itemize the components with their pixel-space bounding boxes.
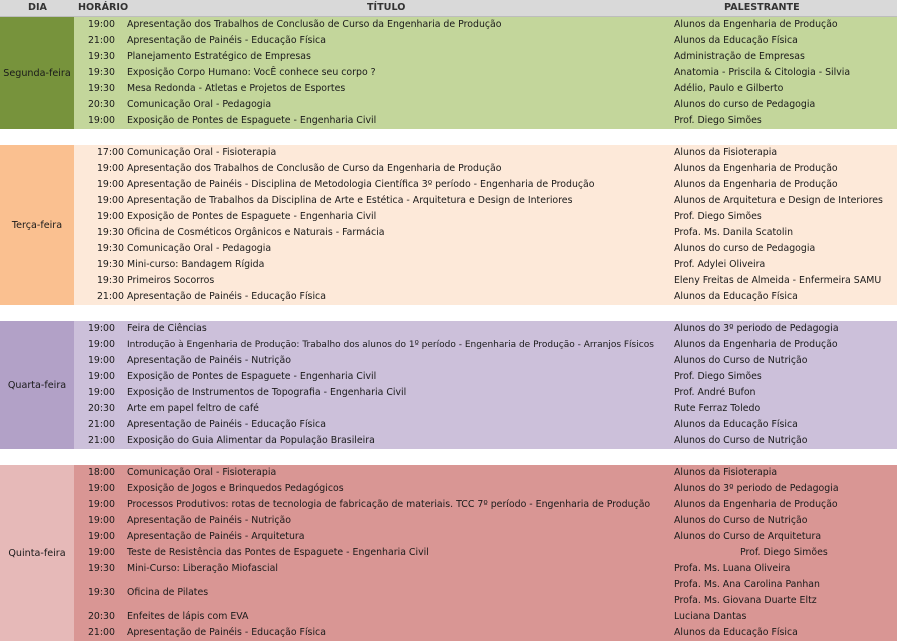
time-cell: 19:30 (96, 227, 124, 238)
title-cell: Teste de Resistência das Pontes de Espaguete - Engenharia Civil (127, 547, 429, 558)
speaker-cell: Alunos da Educação Física (674, 419, 798, 430)
speaker-cell: Alunos da Engenharia de Produção (674, 499, 838, 510)
time-cell: 21:00 (87, 627, 115, 638)
header-dia: DIA (28, 2, 47, 13)
day-rows (74, 145, 897, 305)
speaker-cell (674, 577, 820, 609)
title-cell: Apresentação de Painéis - Disciplina de Metodologia Científica 3º período - Engenharia de Produção (127, 179, 595, 190)
speaker-cell: Alunos do 3º periodo de Pedagogia (674, 323, 839, 334)
time-cell: 19:30 (87, 587, 115, 598)
table-row (74, 433, 897, 449)
day-block-wednesday (0, 321, 897, 449)
time-cell: 19:00 (87, 547, 115, 558)
speaker-cell: Adélio, Paulo e Gilberto (674, 83, 784, 94)
title-cell: Apresentação dos Trabalhos de Conclusão de Curso da Engenharia de Produção (127, 163, 502, 174)
header-horario: HORÁRIO (78, 2, 129, 13)
table-row (74, 417, 897, 433)
title-cell: Apresentação de Painéis - Arquitetura (127, 531, 305, 542)
table-row (74, 625, 897, 641)
time-cell: 19:30 (87, 51, 115, 62)
title-cell: Processos Produtivos: rotas de tecnologia de fabricação de materiais. TCC 7º período - Engenharia de Produção (127, 499, 651, 510)
speaker-cell: Alunos do curso de Pedagogia (674, 99, 816, 110)
table-row (74, 17, 897, 33)
speaker-cell: Alunos da Engenharia de Produção (674, 339, 838, 350)
speaker-cell: Anatomia - Priscila & Citologia - Silvia (674, 67, 851, 78)
speaker-cell: Alunos da Engenharia de Produção (674, 19, 838, 30)
title-cell: Exposição de Jogos e Brinquedos Pedagógicos (127, 483, 344, 494)
speaker-cell: Administração de Empresas (674, 51, 805, 62)
time-cell: 19:00 (87, 515, 115, 526)
table-row (74, 241, 897, 257)
time-cell: 21:00 (96, 291, 124, 302)
title-cell: Apresentação de Painéis - Educação Física (127, 35, 326, 46)
title-cell: Apresentação de Trabalhos da Disciplina de Arte e Estética - Arquitetura e Design de Interiores (127, 195, 573, 206)
table-row (74, 273, 897, 289)
time-cell: 20:30 (87, 611, 115, 622)
table-row (74, 177, 897, 193)
title-cell: Introdução à Engenharia de Produção: Trabalho dos alunos do 1º período - Engenharia de Produção - Arranjos Físicos (127, 340, 654, 350)
table-row (74, 97, 897, 113)
day-block-thursday (0, 465, 897, 641)
speaker-cell: Profa. Ms. Danila Scatolin (674, 227, 794, 238)
speaker-line-2: Profa. Ms. Giovana Duarte Eltz (674, 595, 817, 606)
speaker-cell: Alunos do Curso de Nutrição (674, 355, 808, 366)
speaker-cell: Prof. Diego Simões (674, 115, 762, 126)
table-row (74, 81, 897, 97)
table-row (74, 529, 897, 545)
speaker-cell: Alunos do Curso de Arquitetura (674, 531, 822, 542)
title-cell: Comunicação Oral - Fisioterapia (127, 467, 277, 478)
day-label: Terça-feira (0, 145, 74, 305)
title-cell: Comunicação Oral - Pedagogia (127, 243, 272, 254)
time-cell: 19:00 (87, 483, 115, 494)
time-cell: 19:30 (87, 563, 115, 574)
table-row (74, 145, 897, 161)
speaker-cell: Eleny Freitas de Almeida - Enfermeira SAMU (674, 275, 882, 286)
title-cell: Exposição Corpo Humano: VocÊ conhece seu corpo ? (127, 67, 376, 78)
time-cell: 21:00 (87, 419, 115, 430)
speaker-cell: Alunos do curso de Pedagogia (674, 243, 816, 254)
title-cell: Enfeites de lápis com EVA (127, 611, 249, 622)
table-row (74, 49, 897, 65)
time-cell: 19:00 (87, 499, 115, 510)
table-row (74, 497, 897, 513)
table-row (74, 465, 897, 481)
table-row (74, 369, 897, 385)
table-row (74, 161, 897, 177)
title-cell: Oficina de Cosméticos Orgânicos e Naturais - Farmácia (127, 227, 385, 238)
table-row (74, 113, 897, 129)
time-cell: 19:00 (87, 371, 115, 382)
title-cell: Apresentação de Painéis - Educação Física (127, 291, 326, 302)
table-row (74, 257, 897, 273)
title-cell: Apresentação de Painéis - Educação Física (127, 419, 326, 430)
speaker-cell: Alunos da Educação Física (674, 291, 798, 302)
speaker-cell: Alunos de Arquitetura e Design de Interiores (674, 195, 883, 206)
title-cell: Mini-curso: Bandagem Rígida (127, 259, 265, 270)
title-cell: Oficina de Pilates (127, 587, 209, 598)
time-cell: 20:30 (87, 99, 115, 110)
time-cell: 19:00 (87, 339, 115, 350)
speaker-cell: Prof. Diego Simões (674, 211, 762, 222)
speaker-line-1: Profa. Ms. Ana Carolina Panhan (674, 579, 820, 590)
title-cell: Primeiros Socorros (127, 275, 215, 286)
speaker-cell: Alunos do 3º periodo de Pedagogia (674, 483, 839, 494)
table-row (74, 385, 897, 401)
speaker-cell: Profa. Ms. Luana Oliveira (674, 563, 791, 574)
time-cell: 19:00 (96, 211, 124, 222)
speaker-cell: Alunos da Educação Física (674, 627, 798, 638)
speaker-cell: Alunos do Curso de Nutrição (674, 515, 808, 526)
table-row (74, 193, 897, 209)
time-cell: 20:30 (87, 403, 115, 414)
time-cell: 19:30 (87, 67, 115, 78)
time-cell: 19:00 (96, 163, 124, 174)
table-row (74, 209, 897, 225)
time-cell: 19:30 (96, 259, 124, 270)
speaker-cell: Alunos da Educação Física (674, 35, 798, 46)
time-cell: 19:00 (87, 531, 115, 542)
time-cell: 19:30 (96, 275, 124, 286)
table-row (74, 225, 897, 241)
title-cell: Feira de Ciências (127, 323, 207, 334)
header-palestrante: PALESTRANTE (724, 2, 800, 13)
time-cell: 21:00 (87, 435, 115, 446)
time-cell: 19:00 (96, 179, 124, 190)
day-label: Segunda-feira (0, 17, 74, 129)
title-cell: Exposição de Pontes de Espaguete - Engenharia Civil (127, 115, 377, 126)
table-row (74, 321, 897, 337)
time-cell: 19:30 (87, 83, 115, 94)
table-row (74, 65, 897, 81)
title-cell: Apresentação dos Trabalhos de Conclusão de Curso da Engenharia de Produção (127, 19, 502, 30)
table-row (74, 353, 897, 369)
speaker-cell: Alunos da Engenharia de Produção (674, 179, 838, 190)
time-cell: 19:00 (87, 19, 115, 30)
speaker-cell: Prof. Diego Simões (740, 547, 828, 558)
table-header (0, 0, 897, 17)
table-row (74, 513, 897, 529)
time-cell: 19:00 (87, 115, 115, 126)
speaker-cell: Luciana Dantas (674, 611, 747, 622)
table-row (74, 609, 897, 625)
title-cell: Mini-Curso: Liberação Miofascial (127, 563, 278, 574)
day-rows (74, 321, 897, 449)
title-cell: Apresentação de Painéis - Educação Física (127, 627, 326, 638)
speaker-cell: Prof. Diego Simões (674, 371, 762, 382)
title-cell: Mesa Redonda - Atletas e Projetos de Esportes (127, 83, 346, 94)
day-block-tuesday (0, 145, 897, 305)
title-cell: Comunicação Oral - Fisioterapia (127, 147, 277, 158)
time-cell: 21:00 (87, 35, 115, 46)
title-cell: Exposição de Pontes de Espaguete - Engenharia Civil (127, 211, 377, 222)
speaker-cell: Rute Ferraz Toledo (674, 403, 761, 414)
table-row (74, 33, 897, 49)
table-row (74, 337, 897, 353)
day-label: Quarta-feira (0, 321, 74, 449)
title-cell: Arte em papel feltro de café (127, 403, 259, 414)
table-row (74, 401, 897, 417)
day-rows (74, 465, 897, 641)
time-cell: 19:00 (87, 355, 115, 366)
speaker-cell: Prof. André Bufon (674, 387, 756, 398)
time-cell: 19:00 (87, 323, 115, 334)
time-cell: 19:30 (96, 243, 124, 254)
table-row (74, 577, 897, 609)
table-row (74, 289, 897, 305)
title-cell: Comunicação Oral - Pedagogia (127, 99, 272, 110)
title-cell: Exposição de Instrumentos de Topografia - Engenharia Civil (127, 387, 407, 398)
speaker-cell: Alunos da Engenharia de Produção (674, 163, 838, 174)
title-cell: Exposição do Guia Alimentar da População Brasileira (127, 435, 375, 446)
speaker-cell: Alunos da Fisioterapia (674, 467, 778, 478)
time-cell: 18:00 (87, 467, 115, 478)
table-row (74, 561, 897, 577)
day-rows (74, 17, 897, 129)
time-cell: 19:00 (87, 387, 115, 398)
day-label: Quinta-feira (0, 465, 74, 641)
time-cell: 17:00 (96, 147, 124, 158)
header-titulo: TÍTULO (367, 2, 406, 13)
table-row (74, 545, 897, 561)
title-cell: Planejamento Estratégico de Empresas (127, 51, 311, 62)
time-cell: 19:00 (96, 195, 124, 206)
title-cell: Apresentação de Painéis - Nutrição (127, 515, 291, 526)
title-cell: Exposição de Pontes de Espaguete - Engenharia Civil (127, 371, 377, 382)
title-cell: Apresentação de Painéis - Nutrição (127, 355, 291, 366)
speaker-cell: Prof. Adylei Oliveira (674, 259, 766, 270)
speaker-cell: Alunos da Fisioterapia (674, 147, 778, 158)
table-row (74, 481, 897, 497)
speaker-cell: Alunos do Curso de Nutrição (674, 435, 808, 446)
day-block-monday (0, 17, 897, 129)
